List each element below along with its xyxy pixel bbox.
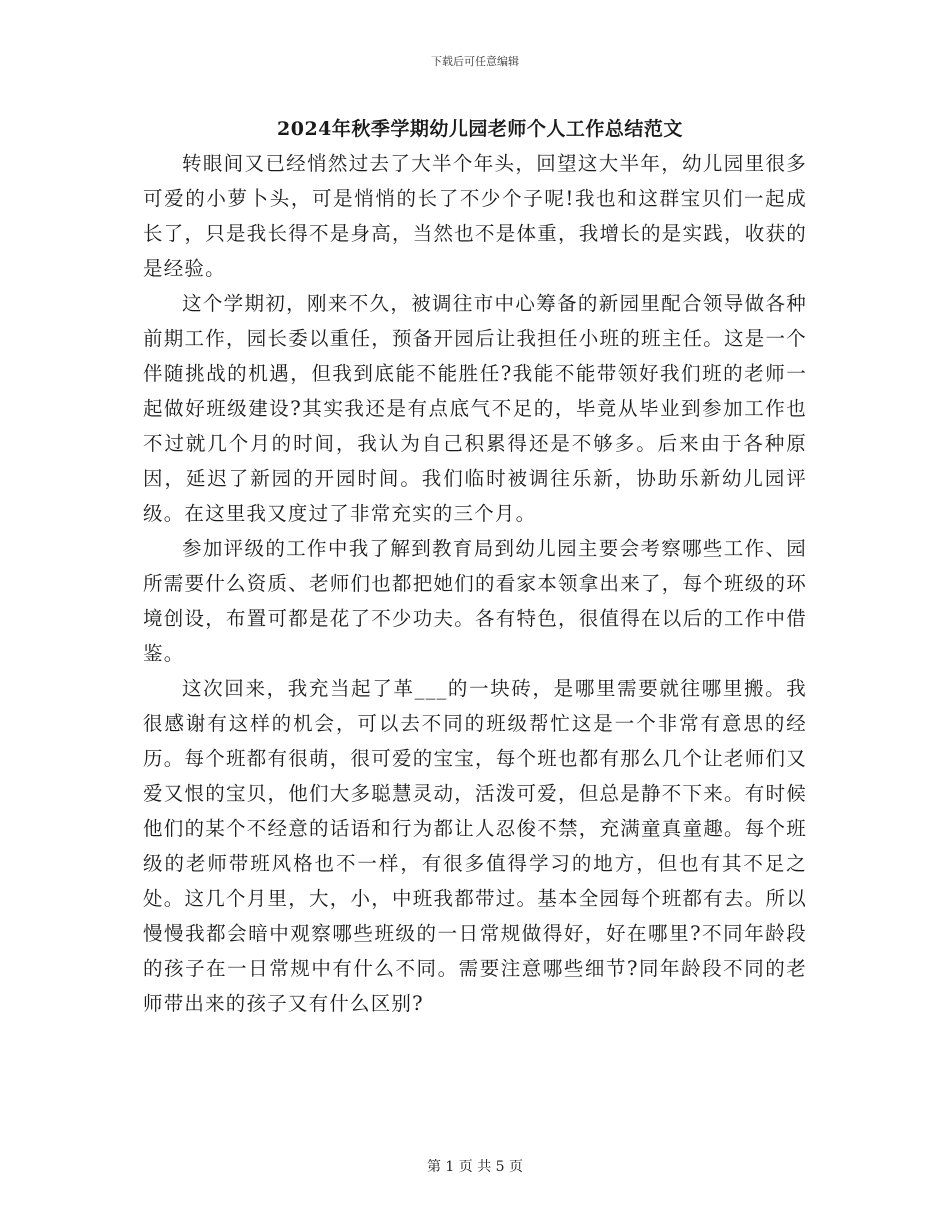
header-note: 下载后可任意编辑 (431, 55, 519, 68)
paragraph: 转眼间又已经悄然过去了大半个年头，回望这大半年，幼儿园里很多可爱的小萝卜头，可是悄悄的长了不少个子呢!我也和这群宝贝们一起成长了，只是我长得不是身高，当然也不是体重，我增长的是实践，收获的是经验。 (143, 152, 807, 280)
paragraph: 参加评级的工作中我了解到教育局到幼儿园主要会考察哪些工作、园所需要什么资质、老师们也都把她们的看家本领拿出来了，每个班级的环境创设，布置可都是花了不少功夫。各有特色，很值得在以后的工作中借鉴。 (143, 537, 807, 665)
document-body (143, 146, 807, 1021)
page-number-footer: 第 1 页 共 5 页 (426, 1159, 524, 1175)
paragraph: 这次回来，我充当起了革___的一块砖，是哪里需要就往哪里搬。我很感谢有这样的机会，可以去不同的班级帮忙这是一个非常有意思的经历。每个班都有很萌，很可爱的宝宝，每个班也都有那么几个让老师们又爱又恨的宝贝，他们大多聪慧灵动，活泼可爱，但总是静不下来。有时候他们的某个不经意的话语和行为都让人忍俊不禁，充满童真童趣。每个班级的老师带班风格也不一样，有很多值得学习的地方，但也有其不足之处。这几个月里，大，小，中班我都带过。基本全园每个班都有去。所以慢慢我都会暗中观察哪些班级的一日常规做得好，好在哪里?不同年龄段的孩子在一日常规中有什么不同。需要注意哪些细节?同年龄段不同的老师带出来的孩子又有什么区别? (143, 677, 807, 1015)
document-title: 2024年秋季学期幼儿园老师个人工作总结范文 (277, 118, 683, 140)
paragraph: 这个学期初，刚来不久，被调往市中心筹备的新园里配合领导做各种前期工作，园长委以重任，预备开园后让我担任小班的班主任。这是一个伴随挑战的机遇，但我到底能不能胜任?我能不能带领好我们班的老师一起做好班级建设?其实我还是有点底气不足的，毕竟从毕业到参加工作也不过就几个月的时间，我认为自己积累得还是不够多。后来由于各种原因，延迟了新园的开园时间。我们临时被调往乐新，协助乐新幼儿园评级。在这里我又度过了非常充实的三个月。 (143, 292, 807, 525)
